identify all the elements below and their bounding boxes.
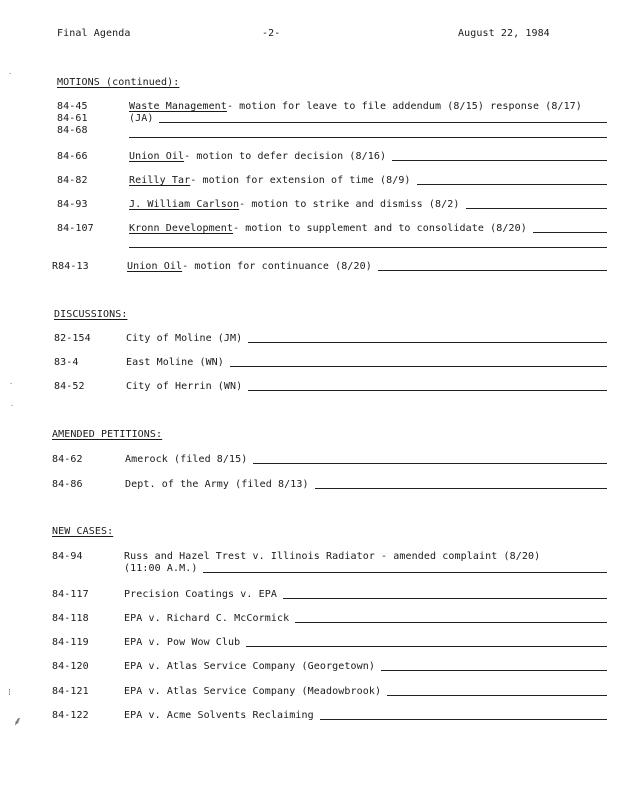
- case-number: 84-82: [57, 175, 88, 186]
- party-name: Union Oil: [129, 151, 185, 162]
- motion-description: Reilly Tar - motion for extension of time (8/9): [129, 175, 607, 186]
- motion-description: Union Oil - motion to defer decision (8/16): [129, 151, 607, 162]
- motion-description: Union Oil - motion for continuance (8/20): [127, 261, 607, 272]
- scan-speck: ·: [10, 402, 15, 410]
- case-number: 84-117: [52, 589, 89, 600]
- case-number: 84-45: [57, 101, 88, 112]
- discussion-item: East Moline (WN): [126, 357, 607, 368]
- case-number: 84-61: [57, 113, 88, 124]
- blank-line: [230, 365, 607, 367]
- scan-speck: ·: [8, 70, 13, 78]
- new-case-item: EPA v. Pow Wow Club: [124, 637, 607, 648]
- motion-description: Waste Management - motion for leave to file addendum (8/15) response (8/17): [129, 101, 582, 112]
- blank-line: [295, 621, 607, 623]
- party-name: Reilly Tar: [129, 175, 191, 186]
- amended-petition-item: Dept. of the Army (filed 8/13): [125, 479, 607, 490]
- section-title-motions: MOTIONS (continued):: [57, 77, 180, 88]
- blank-line: [129, 137, 607, 138]
- case-number: 84-119: [52, 637, 89, 648]
- blank-line: [203, 571, 607, 573]
- blank-line: [315, 487, 607, 489]
- blank-line: [253, 462, 607, 464]
- blank-line: [248, 389, 607, 391]
- motion-description: Kronn Development - motion to supplement and to consolidate (8/20): [129, 223, 607, 234]
- party-name: Union Oil: [127, 261, 183, 272]
- section-title-amended-petitions: AMENDED PETITIONS:: [52, 429, 163, 440]
- new-case-item: Precision Coatings v. EPA: [124, 589, 607, 600]
- header-date: August 22, 1984: [458, 28, 550, 39]
- case-number: 84-94: [52, 551, 83, 562]
- blank-line: [248, 341, 607, 343]
- case-number: 84-118: [52, 613, 89, 624]
- new-case-item: EPA v. Acme Solvents Reclaiming: [124, 710, 607, 721]
- blank-line: [533, 231, 607, 233]
- blank-line: [283, 597, 607, 599]
- motion-description: J. William Carlson - motion to strike and dismiss (8/2): [129, 199, 607, 210]
- blank-line: [246, 645, 607, 647]
- blank-line: [417, 183, 607, 185]
- case-number: 84-122: [52, 710, 89, 721]
- blank-line: [466, 207, 607, 209]
- scan-mark: ⸙: [13, 714, 23, 728]
- new-case-item: EPA v. Richard C. McCormick: [124, 613, 607, 624]
- case-number: 84-93: [57, 199, 88, 210]
- case-number: 84-66: [57, 151, 88, 162]
- section-title-new-cases: NEW CASES:: [52, 526, 114, 537]
- case-number: 84-107: [57, 223, 94, 234]
- new-case-item: Russ and Hazel Trest v. Illinois Radiator - amended complaint (8/20): [124, 551, 541, 562]
- new-case-item: EPA v. Atlas Service Company (Meadowbrook): [124, 686, 607, 697]
- case-number: 84-52: [54, 381, 85, 392]
- blank-line: [387, 694, 607, 696]
- blank-line: [392, 159, 607, 161]
- case-number: 84-62: [52, 454, 83, 465]
- blank-line: [320, 718, 607, 720]
- new-case-item-line2: (11:00 A.M.): [124, 563, 607, 574]
- blank-line: [159, 121, 607, 123]
- case-number: 84-120: [52, 661, 89, 672]
- scan-speck: ·: [9, 380, 14, 388]
- page-number: -2-: [262, 28, 281, 39]
- blank-line: [381, 669, 607, 671]
- case-number: R84-13: [52, 261, 89, 272]
- amended-petition-item: Amerock (filed 8/15): [125, 454, 607, 465]
- blank-line: [378, 269, 607, 271]
- party-name: J. William Carlson: [129, 199, 240, 210]
- blank-line: [129, 247, 607, 248]
- case-number: 84-121: [52, 686, 89, 697]
- case-number: 84-68: [57, 125, 88, 136]
- discussion-item: City of Herrin (WN): [126, 381, 607, 392]
- motion-description-line2: (JA): [129, 113, 607, 124]
- header-title: Final Agenda: [57, 28, 131, 39]
- party-name: Kronn Development: [129, 223, 234, 234]
- case-number: 83-4: [54, 357, 79, 368]
- case-number: 84-86: [52, 479, 83, 490]
- new-case-item: EPA v. Atlas Service Company (Georgetown): [124, 661, 607, 672]
- section-title-discussions: DISCUSSIONS:: [54, 309, 128, 320]
- scan-mark: ⁝: [8, 688, 11, 698]
- discussion-item: City of Moline (JM): [126, 333, 607, 344]
- party-name: Waste Management: [129, 101, 227, 112]
- case-number: 82-154: [54, 333, 91, 344]
